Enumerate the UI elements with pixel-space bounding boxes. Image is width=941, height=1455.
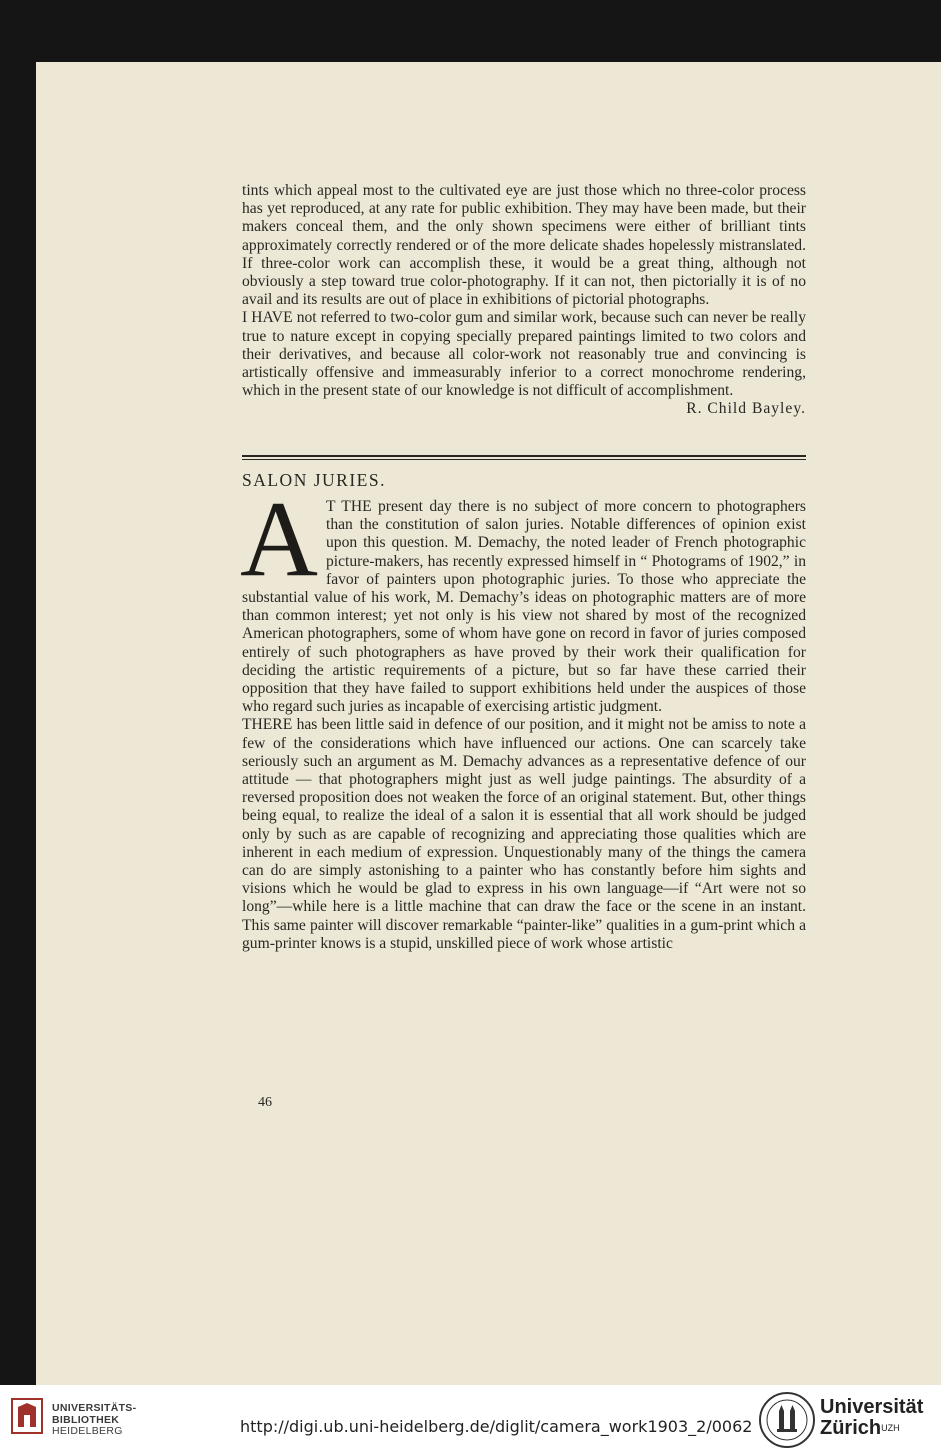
library-name-line-3: HEIDELBERG	[52, 1425, 123, 1437]
drop-cap-letter: A	[240, 480, 318, 599]
paragraph-2-body: not referred to two-color gum and similar work, because such can never be really true to nature except in copying specially prepared paintings limited to two colors and their derivatives, and because all color-work not reasonably true and convincing is artistically offensive and immeasurably inferior to a correct monochrome rendering, which in the present state of our knowledge is not difficult of accomplishment.	[242, 309, 807, 400]
paragraph-3-body: present day there is no subject of more concern to photographers than the constitution of salon juries. Notable differences of opinion exist upon this question. M. Demachy, the noted leader of French photographic picture-makers, has recently expressed himself in “ Photograms of 1902,” in favor of painters upon photographic juries. To those who appreciate the substantial value of his work, M. Demachy’s ideas on photographic matters are of more than common interest; yet not only is his view not shared by most of the recognized American photographers, some of whom have gone on record in favor of juries composed entirely of such photographers as have proved by their work their qualification for deciding the artistic requirements of a picture, but so far have these carried their opposition that they have failed to support exhibitions held under the auspices of those who regard such juries as incapable of exercising artistic judgment.	[242, 498, 806, 716]
paragraph-1: tints which appeal most to the cultivated eye are just those which no three-color process has yet reproduced, at any rate for public exhibition. They may have been made, but their makers conceal them, and the only shown specimens were either of brilliant tints approximately correctly rendered or of the more delicate shades hopelessly mistranslated. If three-color work can accomplish these, it would be a great thing, although not obviously a step toward true color-photography. If it can not, then pictorially it is of no avail and its results are out of place in exhibitions of pictorial photographs.	[242, 182, 806, 309]
library-name-line-1: UNIVERSITÄTS-	[52, 1402, 137, 1414]
paragraph-3-lead: T THE	[326, 498, 372, 515]
university-name	[820, 1397, 923, 1439]
university-name-line-1: Universität	[820, 1396, 924, 1418]
paragraph-3	[240, 480, 806, 716]
permalink-url[interactable]: http://digi.ub.uni-heidelberg.de/diglit/camera_work1903_2/0062	[240, 1417, 753, 1436]
paragraph-2-lead: I HAVE	[242, 309, 293, 327]
lower-text-block	[240, 480, 806, 953]
paragraph-4-body: has been little said in defence of our position, and it might not be amiss to note a few of the considerations which have influenced our actions. One can scarcely take seriously such an argument as M. Demachy advances as a representative defence of our attitude — that photographers might just as well judge paintings. The absurdity of a reversed proposition does not weaken the force of an original statement. But, other things being equal, to realize the ideal of a salon it is essential that all work should be judged only by such as are capable of recognizing and appreciating those qualities which are inherent in each medium of expression. Unquestionably many of the things the camera can do are simply astonishing to a painter who has constantly before him sights and visions which he would be glad to express in his own language—if “Art were not so long”—while here is a little machine that can draw the face or the scene in an instant. This same painter will discover remarkable “painter-like” qualities in a gum-print which a gum-printer knows is a stupid, unskilled piece of work whose artistic	[242, 716, 806, 952]
university-abbreviation: UZH	[881, 1423, 900, 1433]
signature: R. Child Bayley.	[686, 400, 806, 418]
paragraph-4	[242, 716, 806, 953]
paper-page	[36, 62, 941, 1385]
library-name-line-2: BIBLIOTHEK	[52, 1413, 120, 1426]
university-seal-icon	[758, 1391, 816, 1449]
double-rule-divider	[242, 455, 806, 460]
digitization-footer	[0, 1385, 941, 1455]
university-name-line-2	[820, 1418, 923, 1439]
page-number: 46	[258, 1095, 272, 1110]
upper-text-block	[242, 182, 806, 419]
signature-line	[242, 400, 806, 418]
paragraph-4-lead: THERE	[242, 716, 293, 734]
paragraph-2	[242, 309, 806, 400]
library-name	[52, 1403, 136, 1438]
university-city: Zürich	[820, 1417, 882, 1439]
library-logo-icon	[10, 1393, 46, 1439]
section-heading: SALON JURIES.	[242, 470, 386, 490]
